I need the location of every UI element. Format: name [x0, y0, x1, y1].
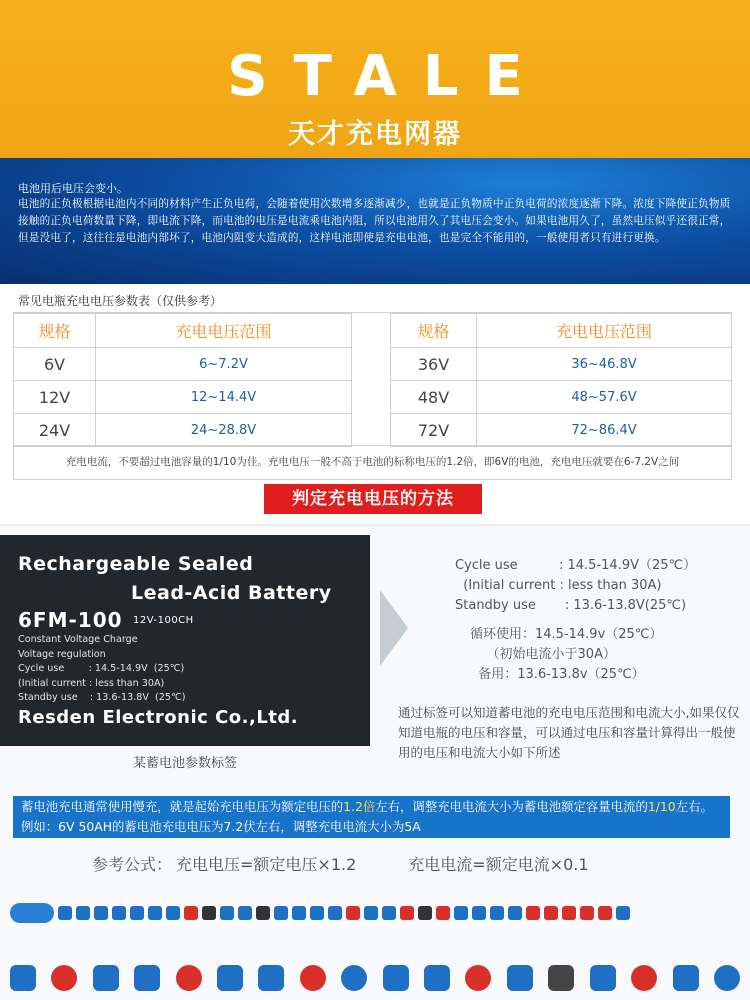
- notice-text: 左右。例如：6V 50AH的蓄电池充电电压为7.2伏左右，调整充电电流大小为5A: [21, 799, 713, 834]
- label-company: Resden Electronic Co.,Ltd.: [18, 707, 299, 728]
- decor-icon: [220, 906, 234, 920]
- decor-icon: [112, 906, 126, 920]
- col-header-spec: 规格: [391, 314, 477, 348]
- table-row: [14, 348, 352, 381]
- range-cell: 24~28.8V: [96, 414, 352, 447]
- decor-icon: [310, 906, 324, 920]
- decor-icon: [616, 906, 630, 920]
- decor-icon: [10, 965, 36, 991]
- decor-icon: [76, 906, 90, 920]
- decor-icon: [580, 906, 594, 920]
- battery-label-photo: [0, 535, 370, 746]
- notice-highlight: 1/10: [647, 799, 676, 814]
- range-cell: 12~14.4V: [96, 381, 352, 414]
- voltage-table-right: [390, 313, 732, 447]
- decor-icon: [424, 965, 450, 991]
- table-row: [14, 414, 352, 447]
- notice-text: 左右，调整充电电流大小为蓄电池额定容量电流的: [375, 799, 648, 814]
- decor-icon: [472, 906, 486, 920]
- decor-icon: [562, 906, 576, 920]
- decor-icon: [465, 965, 491, 991]
- decor-icon: [258, 965, 284, 991]
- decor-icon: [184, 906, 198, 920]
- label-spec-line: Standby use : 13.6-13.8V (25℃): [18, 692, 186, 704]
- voltage-table-left: [13, 313, 352, 447]
- spec-cell: 24V: [14, 414, 96, 447]
- col-header-range: 充电电压范围: [477, 314, 732, 348]
- spec-line: Standby use : 13.6-13.8V(25℃): [455, 598, 687, 613]
- decor-icon: [714, 965, 740, 991]
- decor-icon: [364, 906, 378, 920]
- decor-icon: [508, 906, 522, 920]
- cloud-icon: [10, 903, 54, 923]
- spec-chinese: [470, 625, 662, 685]
- decor-icon: [238, 906, 252, 920]
- brand-subtitle: 天才充电网器: [288, 119, 462, 150]
- spec-line: 循环使用：14.5-14.9v（25℃）: [470, 627, 663, 642]
- label-line1: Rechargeable Sealed: [18, 553, 254, 575]
- decor-icon: [590, 965, 616, 991]
- decor-icon: [58, 906, 72, 920]
- label-spec-line: (Initial current : less than 30A): [18, 677, 165, 689]
- range-cell: 36~46.8V: [477, 348, 732, 381]
- table-row: [391, 381, 732, 414]
- col-header-range: 充电电压范围: [96, 314, 352, 348]
- table-row: [391, 348, 732, 381]
- icon-strip-bottom: [10, 963, 740, 993]
- label-model: 6FM-100: [18, 608, 123, 632]
- table-row: [391, 414, 732, 447]
- formula-voltage: 充电电压=额定电压×1.2: [176, 855, 357, 874]
- label-caption: 某蓄电池参数标签: [132, 756, 237, 771]
- decor-icon: [274, 906, 288, 920]
- table-row: [14, 381, 352, 414]
- decor-icon: [300, 965, 326, 991]
- decor-icon: [631, 965, 657, 991]
- header-banner: [0, 0, 750, 158]
- label-line2: Lead-Acid Battery: [131, 582, 332, 604]
- intro-body: 电池的正负极根据电池内不同的材料产生正负电荷，会随着使用次数增多逐渐减少，也就是正负物质中正负电荷的浓度逐渐下降。浓度下降使正负物质接触的正负电荷数量下降，即电流下降，而电池的电压是电流乘电池内阻，所以电池用久了其电压会变小。如果电池用久了，虽然电压似乎还很正常，但是没电了，这往往是电池内部坏了，电池内阻变大造成的，这样电池即使是充电电池，也是完全不能用的，一般使用者只有进行更换。: [18, 198, 731, 244]
- notice-text: 蓄电池充电通常使用慢充，就是起始充电电压为额定电压的: [21, 799, 344, 814]
- decor-icon: [418, 906, 432, 920]
- charging-notice: [13, 796, 730, 838]
- decor-icon: [454, 906, 468, 920]
- decor-icon: [400, 906, 414, 920]
- brand-logo: STALE: [227, 44, 549, 109]
- label-spec-lines: [18, 633, 186, 706]
- label-spec-line: Voltage regulation: [18, 648, 106, 660]
- range-cell: 6~7.2V: [96, 348, 352, 381]
- arrow-right-icon: [380, 590, 408, 666]
- label-model-sub: 12V-100CH: [133, 615, 194, 626]
- decor-icon: [134, 965, 160, 991]
- notice-highlight: 1.2倍: [343, 799, 376, 814]
- decor-icon: [292, 906, 306, 920]
- formula-label: 参考公式：: [92, 855, 173, 874]
- decor-icon: [256, 906, 270, 920]
- decor-icon: [436, 906, 450, 920]
- label-spec-line: Cycle use : 14.5-14.9V (25℃): [18, 663, 185, 675]
- spec-cell: 12V: [14, 381, 96, 414]
- decor-icon: [383, 965, 409, 991]
- spec-line: Cycle use : 14.5-14.9V（25℃）: [455, 558, 697, 573]
- decor-icon: [51, 965, 77, 991]
- decor-icon: [341, 965, 367, 991]
- decor-icon: [217, 965, 243, 991]
- decor-icon: [166, 906, 180, 920]
- col-header-spec: 规格: [14, 314, 96, 348]
- decor-icon: [93, 965, 119, 991]
- icon-strip-top: [10, 902, 740, 924]
- decor-icon: [130, 906, 144, 920]
- decor-icon: [507, 965, 533, 991]
- spec-line: (Initial current : less than 30A): [455, 578, 662, 593]
- spec-english: [455, 556, 696, 616]
- decor-icon: [202, 906, 216, 920]
- spec-cell: 6V: [14, 348, 96, 381]
- decor-icon: [548, 965, 574, 991]
- voltage-table: [13, 312, 732, 480]
- decor-icon: [346, 906, 360, 920]
- reference-formula: [92, 852, 641, 875]
- decor-icon: [673, 965, 699, 991]
- spec-explanation: 通过标签可以知道蓄电池的充电电压范围和电流大小,如果仅仅知道电瓶的电压和容量，可以通过电压和容量计算得出一般使用的电压和电流大小如下所述: [398, 705, 740, 760]
- decor-icon: [382, 906, 396, 920]
- intro-title: 电池用后电压会变小。: [18, 182, 128, 195]
- table-caption: 常见电瓶充电电压参数表（仅供参考）: [18, 294, 223, 308]
- label-spec-line: Constant Voltage Charge: [18, 634, 138, 645]
- range-cell: 72~86.4V: [477, 414, 732, 447]
- decor-icon: [94, 906, 108, 920]
- decor-icon: [490, 906, 504, 920]
- spec-line: （初始电流小于30A）: [470, 647, 616, 662]
- intro-panel: [0, 158, 750, 284]
- decor-icon: [328, 906, 342, 920]
- decor-icon: [148, 906, 162, 920]
- spec-line: 备用：13.6-13.8v（25℃）: [470, 667, 645, 682]
- decor-icon: [598, 906, 612, 920]
- method-title-banner: 判定充电电压的方法: [264, 484, 482, 514]
- decor-icon: [526, 906, 540, 920]
- range-cell: 48~57.6V: [477, 381, 732, 414]
- spec-cell: 48V: [391, 381, 477, 414]
- spec-cell: 36V: [391, 348, 477, 381]
- formula-current: 充电电流=额定电流×0.1: [408, 855, 589, 874]
- decor-icon: [544, 906, 558, 920]
- table-note: 充电电流，不要超过电池容量的1/10为佳。充电电压一般不高于电池的标称电压的1.2倍，即6V的电池，充电电压就要在6-7.2V之间: [14, 445, 731, 479]
- spec-cell: 72V: [391, 414, 477, 447]
- decor-icon: [176, 965, 202, 991]
